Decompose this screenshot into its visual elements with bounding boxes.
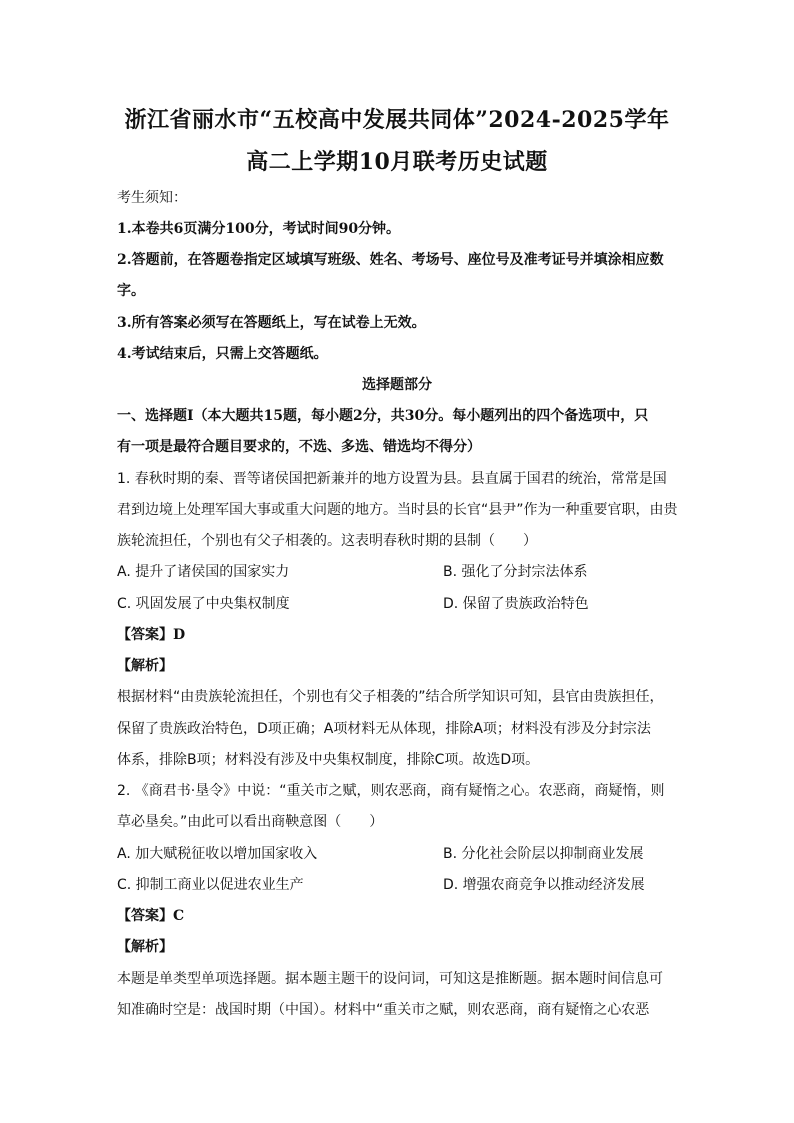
notice-item-4: 4.考试结束后，只需上交答题纸。 [117, 346, 328, 362]
question-2-option-a: A. 加大赋税征收以增加国家收入 [117, 846, 318, 862]
question-2-analysis-label: 【解析】 [117, 939, 173, 955]
question-2-analysis-1: 本题是单类型单项选择题。据本题主题干的设问词，可知这是推断题。据本题时间信息可 [117, 971, 663, 987]
question-2-answer: 【答案】C [117, 908, 185, 924]
question-1-analysis-2: 保留了贵族政治特色，D项正确；A项材料无从体现，排除A项；材料没有涉及分封宗法 [117, 721, 651, 737]
question-1-stem-3: 族轮流担任，个别也有父子相袭的。这表明春秋时期的县制（ ） [117, 533, 537, 549]
notice-item-3: 3.所有答案必须写在答题纸上，写在试卷上无效。 [117, 315, 426, 331]
exam-title-line2: 高二上学期10月联考历史试题 [246, 149, 548, 175]
question-1-answer: 【答案】D [117, 627, 186, 643]
question-1-option-b: B. 强化了分封宗法体系 [443, 564, 588, 580]
question-1-option-a: A. 提升了诸侯国的国家实力 [117, 564, 290, 580]
question-2-stem-1: 2. 《商君书·垦令》中说：“重关市之赋，则农恶商，商有疑惰之心。农恶商，商疑惰，则 [117, 783, 665, 799]
question-2-option-c: C. 抑制工商业以促进农业生产 [117, 877, 304, 893]
section-instruction-2: 有一项是最符合题目要求的，不选、多选、错选均不得分） [117, 439, 481, 455]
notice-heading: 考生须知： [117, 190, 187, 206]
question-2-option-d: D. 增强农商竞争以推动经济发展 [443, 877, 645, 893]
question-1-analysis-3: 体系，排除B项；材料没有涉及中央集权制度，排除C项。故选D项。 [117, 752, 540, 768]
question-1-option-d: D. 保留了贵族政治特色 [443, 596, 589, 612]
question-1-analysis-1: 根据材料“由贵族轮流担任，个别也有父子相袭的”结合所学知识可知，县官由贵族担任， [117, 689, 664, 705]
question-1-stem-2: 君到边境上处理军国大事或重大问题的地方。当时县的长官“县尹”作为一种重要官职，由贵 [117, 502, 678, 518]
section-title: 选择题部分 [362, 377, 432, 393]
notice-item-1: 1.本卷共6页满分100分，考试时间90分钟。 [117, 221, 401, 237]
question-2-option-b: B. 分化社会阶层以抑制商业发展 [443, 846, 644, 862]
notice-item-2-cont: 字。 [117, 283, 145, 299]
notice-item-2: 2.答题前，在答题卷指定区域填写班级、姓名、考场号、座位号及准考证号并填涂相应数 [117, 252, 664, 268]
section-instruction-1: 一、选择题Ⅰ（本大题共15题，每小题2分，共30分。每小题列出的四个备选项中，只 [117, 408, 649, 424]
question-1-analysis-label: 【解析】 [117, 658, 173, 674]
question-1-option-c: C. 巩固发展了中央集权制度 [117, 596, 290, 612]
question-2-stem-2: 草必垦矣。”由此可以看出商鞅意图（ ） [117, 814, 384, 830]
question-1-stem-1: 1. 春秋时期的秦、晋等诸侯国把新兼并的地方设置为县。县直属于国君的统治，常常是国 [117, 471, 667, 487]
exam-title-line1: 浙江省丽水市“五校高中发展共同体”2024-2025学年 [124, 107, 670, 133]
question-2-analysis-2: 知准确时空是：战国时期（中国）。材料中“重关市之赋，则农恶商，商有疑惰之心农恶 [117, 1002, 650, 1018]
